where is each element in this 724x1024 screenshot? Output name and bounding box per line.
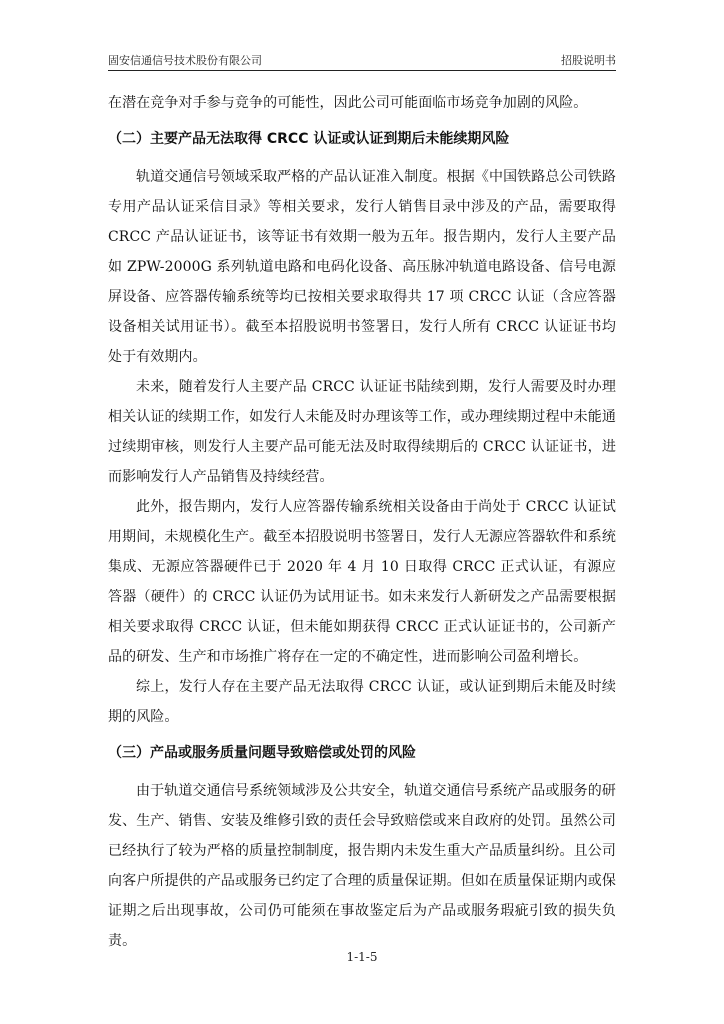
section-heading-quality-risk: （三）产品或服务质量问题导致赔偿或处罚的风险 bbox=[108, 745, 416, 761]
paragraph-certification-system: 轨道交通信号领域采取严格的产品认证准入制度。根据《中国铁路总公司铁路专用产品认证采信目录》等相关要求，发行人销售目录中涉及的产品，需要取得 CRCC 产品认证证书，该等证书有效期一般为五年。报告期内，发行人主要产品如 ZPW-2000G 系列轨道电路和电码化设备、高压脉冲轨道电路设备、信号电源屏设备、应答器传输系统等均已按相关要求取得共 17 项 CRCC 认证（含应答器设备相关试用证书）。截至本招股说明书签署日，发行人所有 CRCC 认证证书均处于有效期内。 bbox=[108, 169, 616, 365]
paragraph-renewal-risk: 未来，随着发行人主要产品 CRCC 认证证书陆续到期，发行人需要及时办理相关认证的续期工作，如发行人未能及时办理该等工作，或办理续期过程中未能通过续期审核，则发行人主要产品可能无法及时取得续期后的 CRCC 认证证书，进而影响发行人产品销售及持续经营。 bbox=[108, 379, 616, 485]
header-company-name: 固安信通信号技术股份有限公司 bbox=[108, 54, 262, 67]
page-header bbox=[108, 50, 616, 71]
paragraph-balise-trial: 此外，报告期内，发行人应答器传输系统相关设备由于尚处于 CRCC 认证试用期间，未规模化生产。截至本招股说明书签署日，发行人无源应答器软件和系统集成、无源应答器硬件已于 2020 年 4 月 10 日取得 CRCC 正式认证，有源应答器（硬件）的 CRCC 认证仍为试用证书。如未来发行人新研发之产品需要根据相关要求取得 CRCC 认证，但未能如期获得 CRCC 正式认证证书的，公司新产品的研发、生产和市场推广将存在一定的不确定性，进而影响公司盈利增长。 bbox=[108, 499, 616, 665]
section-heading-crcc-risk: （二）主要产品无法取得 CRCC 认证或认证到期后未能续期风险 bbox=[108, 131, 510, 147]
page-body bbox=[108, 88, 616, 956]
paragraph-summary: 综上，发行人存在主要产品无法取得 CRCC 认证，或认证到期后未能及时续期的风险。 bbox=[108, 679, 616, 725]
page-number: 1-1-5 bbox=[346, 950, 378, 964]
header-document-type: 招股说明书 bbox=[561, 54, 616, 67]
paragraph-continuation: 在潜在竞争对手参与竞争的可能性，因此公司可能面临市场竞争加剧的风险。 bbox=[108, 95, 588, 111]
paragraph-quality-liability: 由于轨道交通信号系统领域涉及公共安全，轨道交通信号系统产品或服务的研发、生产、销售、安装及维修引致的责任会导致赔偿或来自政府的处罚。虽然公司已经执行了较为严格的质量控制制度，报告期内未发生重大产品质量纠纷。且公司向客户所提供的产品或服务已约定了合理的质量保证期。但如在质量保证期内或保证期之后出现事故，公司仍可能须在事故鉴定后为产品或服务瑕疵引致的损失负责。 bbox=[108, 783, 616, 949]
